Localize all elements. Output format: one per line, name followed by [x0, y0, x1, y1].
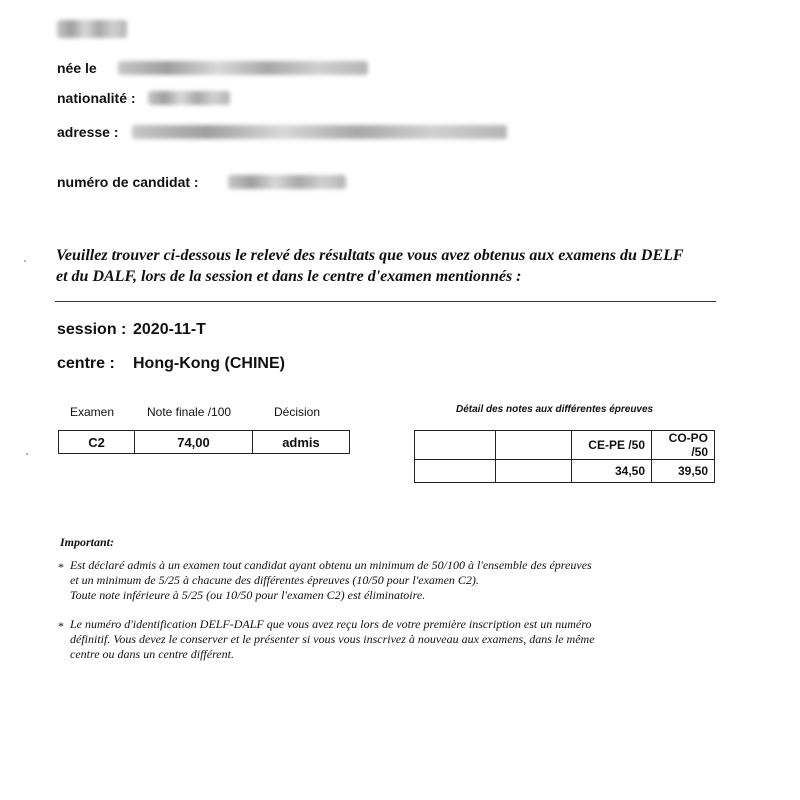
detail-empty-cell-2 [496, 460, 572, 483]
divider [55, 301, 716, 302]
bullet-1-line-3: Toute note inférieure à 5/25 (ou 10/50 pour l'examen C2) est éliminatoire. [70, 588, 426, 602]
scan-speck [26, 453, 28, 455]
bullet-2-line-2: définitif. Vous devez le conserver et le présenter si vous vous inscrivez à nouveau aux examens, dans le même [70, 632, 595, 646]
session-value: 2020-11-T [133, 321, 206, 338]
decision-cell: admis [253, 431, 350, 454]
centre-label: centre : [57, 355, 115, 372]
candidate-number-label: numéro de candidat : [57, 174, 199, 190]
detail-title: Détail des notes aux différentes épreuves [456, 404, 654, 415]
redacted-birth-date [118, 61, 368, 75]
detail-table [414, 430, 715, 483]
bullet-2-line-1: Le numéro d'identification DELF-DALF que vous avez reçu lors de votre première inscription est un numéro [70, 617, 592, 631]
bullet-2-line-3: centre ou dans un centre différent. [70, 647, 234, 661]
detail-empty-header-2 [496, 431, 572, 460]
header-note-finale: Note finale /100 [147, 405, 232, 419]
session-label: session : [57, 321, 127, 338]
address-label: adresse : [57, 124, 119, 140]
final-score-cell: 74,00 [135, 431, 253, 454]
table-row [415, 460, 715, 483]
co-po-header: CO-PO /50 [652, 431, 715, 460]
header-examen: Examen [70, 405, 115, 419]
intro-line-2: et du DALF, lors de la session et dans le centre d'examen mentionnés : [56, 268, 522, 285]
centre-value: Hong-Kong (CHINE) [133, 355, 285, 372]
important-title: Important: [60, 535, 115, 549]
bullet-2-symbol: * [58, 619, 64, 633]
redacted-candidate-number [228, 175, 346, 189]
table-row [59, 431, 350, 454]
bullet-1-symbol: * [58, 560, 64, 574]
header-decision: Décision [274, 405, 321, 419]
intro-line-1: Veuillez trouver ci-dessous le relevé des résultats que vous avez obtenus aux examens du DELF [56, 247, 684, 264]
results-table [58, 430, 350, 454]
co-po-score: 39,50 [652, 460, 715, 483]
table-row [415, 431, 715, 460]
ce-pe-score: 34,50 [572, 460, 652, 483]
nationality-label: nationalité : [57, 90, 136, 106]
detail-empty-header-1 [415, 431, 496, 460]
redacted-address [132, 125, 507, 139]
bullet-1-line-1: Est déclaré admis à un examen tout candidat ayant obtenu un minimum de 50/100 à l'ensemble des épreuves [70, 558, 592, 572]
detail-empty-cell-1 [415, 460, 496, 483]
ce-pe-header: CE-PE /50 [572, 431, 652, 460]
redacted-nationality [148, 91, 230, 105]
important-bullet-1 [70, 558, 770, 603]
intro-paragraph [56, 245, 756, 287]
scan-speck [24, 260, 26, 262]
important-bullet-2 [70, 617, 790, 662]
exam-level-cell: C2 [59, 431, 135, 454]
birth-date-label: née le [57, 60, 97, 76]
bullet-1-line-2: et un minimum de 5/25 à chacune des différentes épreuves (10/50 pour l'examen C2). [70, 573, 479, 587]
redacted-name [57, 20, 127, 38]
